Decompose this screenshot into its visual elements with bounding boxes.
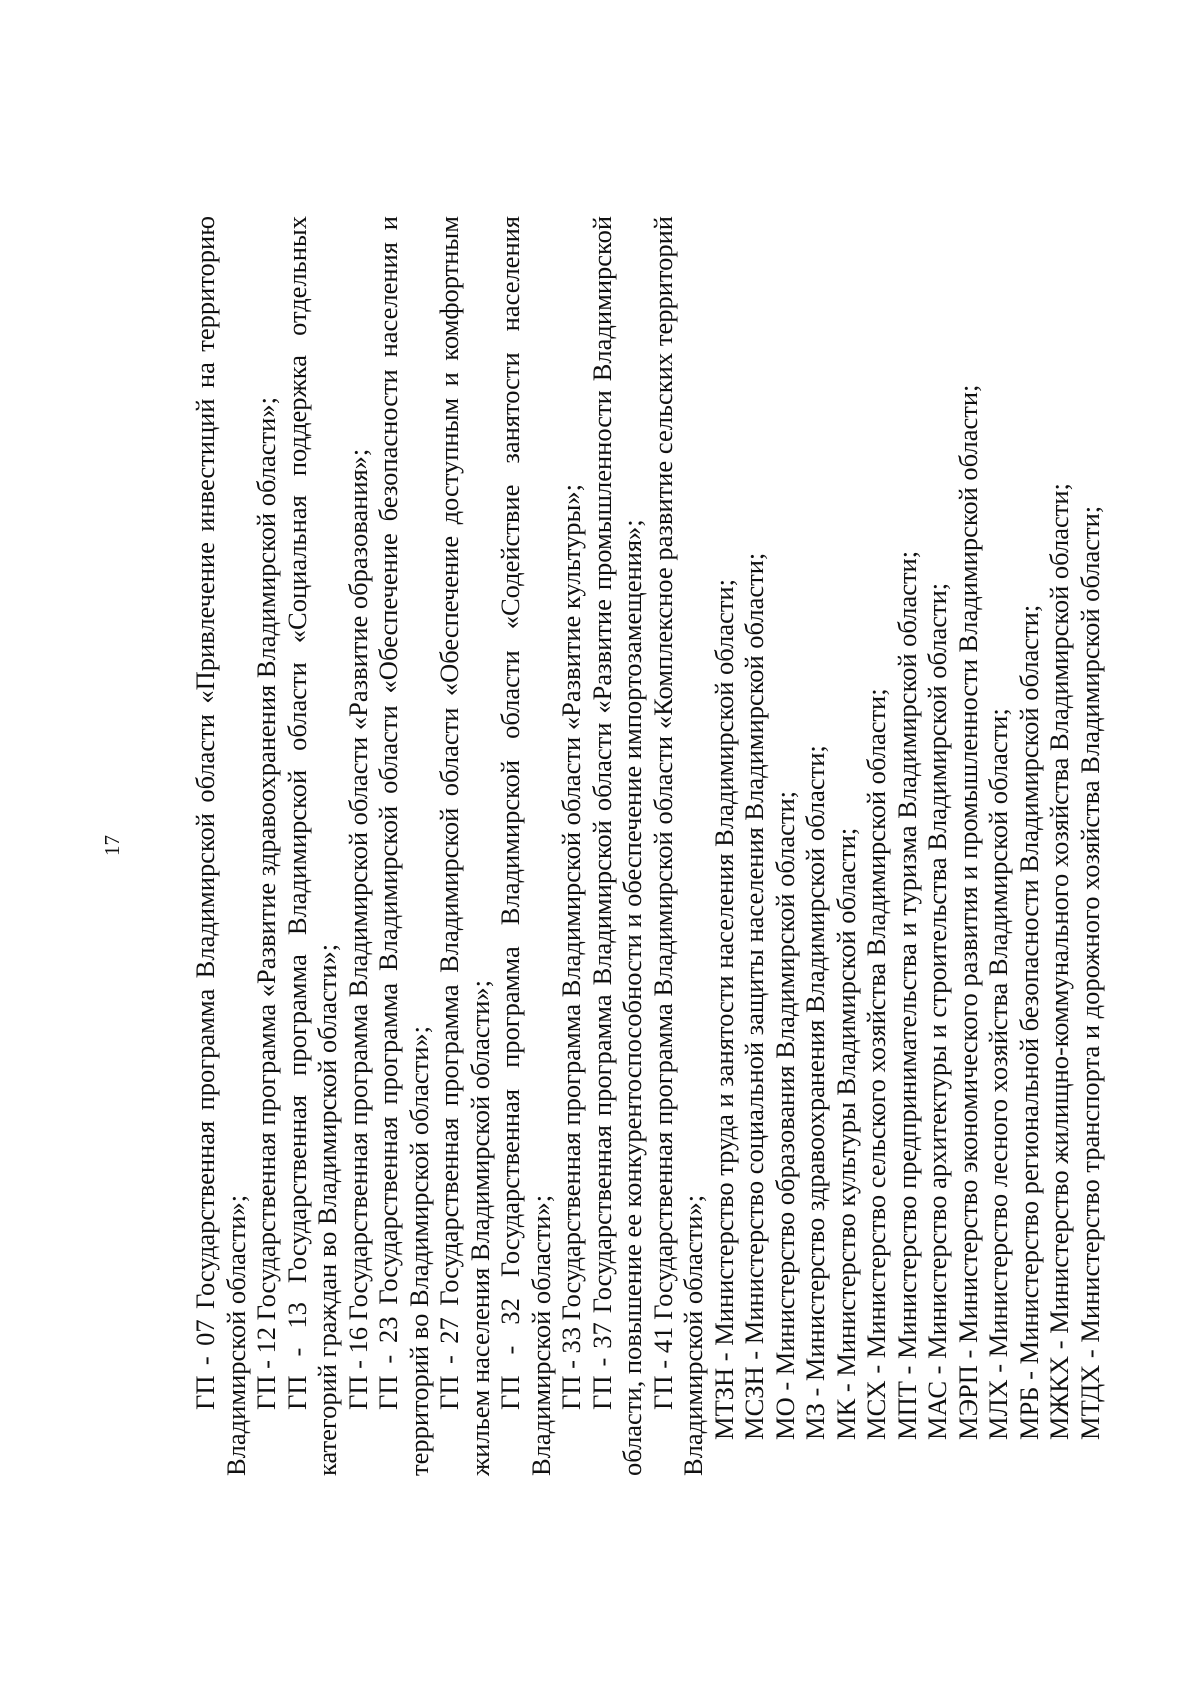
program-item: ГП - 33 Государственная программа Владимирской области «Развитие культуры»; xyxy=(556,484,586,1410)
ministry-item: МО - Министерство образования Владимирской области; xyxy=(769,790,800,1440)
ministry-item: МТЗН - Министерство труда и занятости населения Владимирской области; xyxy=(708,579,739,1440)
document-body xyxy=(190,216,1105,1476)
ministry-item: МК - Министерство культуры Владимирской области; xyxy=(830,827,861,1440)
program-item: ГП - 41 Государственная программа Владимирской области «Комплексное развитие сельских территорий Владимирской области»; xyxy=(647,216,708,1476)
program-item: ГП - 37 Государственная программа Владимирской области «Развитие промышленности Владимирской области, повышение ее конкурентоспособности и обеспечение импортозамещения»; xyxy=(586,216,647,1476)
program-item: ГП - 13 Государственная программа Владимирской области «Социальная поддержка отдельных категорий граждан во Владимирской области»; xyxy=(281,216,342,1476)
program-list xyxy=(190,216,709,1476)
ministry-item: МЛХ - Министерство лесного хозяйства Владимирской области; xyxy=(983,708,1013,1440)
ministry-item: МСЗН - Министерство социальной защиты населения Владимирской области; xyxy=(739,552,769,1440)
program-item: ГП - 27 Государственная программа Владимирской области «Обеспечение доступным и комфортным жильем населения Владимирской области»; xyxy=(434,216,495,1476)
ministry-item: МРБ - Министерство региональной безопасности Владимирской области; xyxy=(1013,604,1044,1440)
program-item: ГП - 16 Государственная программа Владимирской области «Развитие образования»; xyxy=(342,448,373,1410)
program-item: ГП - 23 Государственная программа Владимирской области «Обеспечение безопасности населения и территорий во Владимирской области»; xyxy=(373,216,434,1476)
program-item: ГП - 32 Государственная программа Владимирской области «Содействие занятости населения Владимирской области»; xyxy=(495,216,556,1476)
ministry-item: МАС - Министерство архитектуры и строительства Владимирской области; xyxy=(922,582,952,1440)
program-item: ГП - 07 Государственная программа Владимирской области «Привлечение инвестиций на территорию Владимирской области»; xyxy=(190,216,251,1476)
ministry-item: МЭРП - Министерство экономического развития и промышленности Владимирской области; xyxy=(952,384,983,1440)
page-number: 17 xyxy=(100,835,124,856)
ministry-item: МЖКХ - Министерство жилищно-коммунального хозяйства Владимирской области; xyxy=(1044,483,1074,1440)
ministry-item: МСХ - Министерство сельского хозяйства Владимирской области; xyxy=(861,688,891,1440)
ministry-item: МТДХ - Министерство транспорта и дорожного хозяйства Владимирской области; xyxy=(1074,505,1105,1440)
ministry-item: МЗ - Министерство здравоохранения Владимирской области; xyxy=(800,745,830,1440)
ministry-item: МПТ - Министерство предпринимательства и туризма Владимирской области; xyxy=(891,550,922,1440)
ministry-abbreviation-list xyxy=(709,216,1106,1476)
program-item: ГП - 12 Государственная программа «Развитие здравоохранения Владимирской области»; xyxy=(251,397,281,1410)
